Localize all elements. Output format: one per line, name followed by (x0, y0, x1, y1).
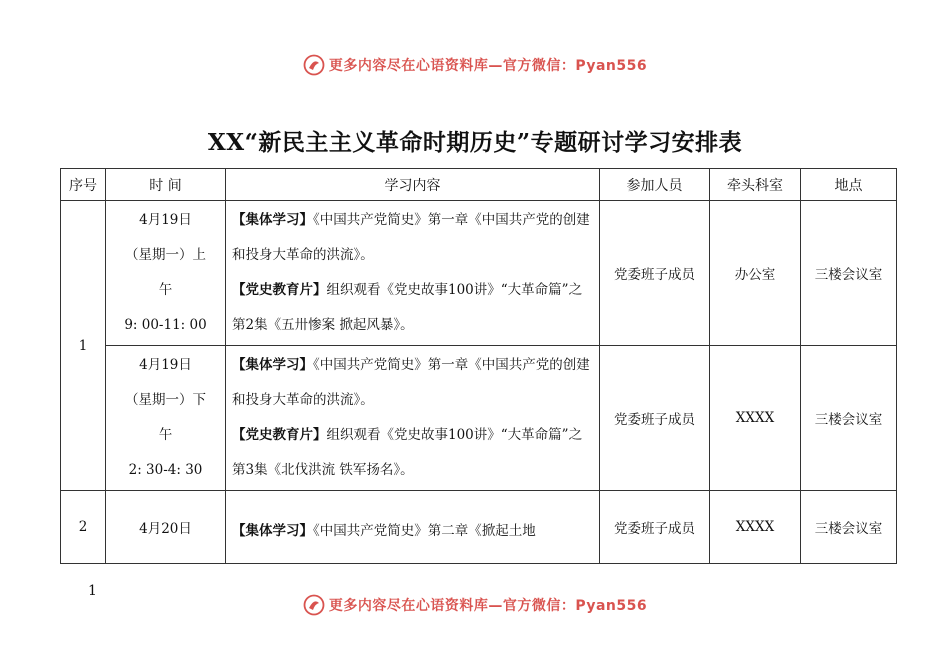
header-time: 时 间 (106, 169, 226, 201)
row-index: 2 (61, 491, 106, 564)
session-period: 午 (158, 282, 173, 298)
content-text: 组织观看《党史故事100讲》“大革命篇”之第3集《北伐洪流 铁军扬名》。 (232, 427, 583, 478)
session-hours: 2: 30-4: 30 (128, 462, 203, 478)
lead-dept: 办公室 (710, 201, 801, 346)
watermark-header (0, 54, 950, 76)
participants: 党委班子成员 (600, 491, 710, 564)
watermark-text: 更多内容尽在心语资料库—官方微信：Pyan556 (328, 598, 648, 614)
location: 三楼会议室 (801, 491, 897, 564)
location: 三楼会议室 (801, 346, 897, 491)
watermark-text: 更多内容尽在心语资料库—官方微信：Pyan556 (328, 58, 648, 74)
table-row (61, 201, 897, 346)
session-content (226, 346, 600, 491)
tag-collective-study: 【集体学习】 (232, 357, 313, 373)
header-dept: 牵头科室 (710, 169, 801, 201)
session-content (226, 491, 600, 564)
content-text: 《中国共产党简史》第一章《中国共产党的创建和投身大革命的洪流》。 (232, 357, 590, 408)
row-index: 1 (61, 201, 106, 491)
tag-collective-study: 【集体学习】 (232, 212, 313, 228)
participants: 党委班子成员 (600, 201, 710, 346)
session-time (106, 346, 226, 491)
tag-education-film: 【党史教育片】 (232, 282, 327, 298)
session-hours: 9: 00-11: 00 (124, 317, 207, 333)
session-weekday: （星期一）下 (125, 392, 206, 408)
session-content (226, 201, 600, 346)
session-time (106, 201, 226, 346)
header-location: 地点 (801, 169, 897, 201)
brand-logo-icon (303, 594, 325, 616)
header-content: 学习内容 (226, 169, 600, 201)
schedule-table (60, 168, 897, 564)
session-date: 4月20日 (106, 491, 226, 564)
table-row (61, 346, 897, 491)
lead-dept: XXXX (710, 346, 801, 491)
lead-dept: XXXX (710, 491, 801, 564)
content-text: 《中国共产党简史》第二章《掀起土地 (313, 523, 536, 539)
page-number: 1 (88, 583, 97, 599)
session-date: 4月19日 (139, 357, 192, 373)
watermark-footer (0, 594, 950, 616)
participants: 党委班子成员 (600, 346, 710, 491)
session-weekday: （星期一）上 (125, 247, 206, 263)
session-period: 午 (158, 427, 173, 443)
brand-logo-icon (303, 54, 325, 76)
header-participants: 参加人员 (600, 169, 710, 201)
table-header-row (61, 169, 897, 201)
location: 三楼会议室 (801, 201, 897, 346)
tag-education-film: 【党史教育片】 (232, 427, 327, 443)
tag-collective-study: 【集体学习】 (232, 523, 313, 539)
table-row (61, 491, 897, 564)
content-text: 《中国共产党简史》第一章《中国共产党的创建和投身大革命的洪流》。 (232, 212, 590, 263)
session-date: 4月19日 (139, 212, 192, 228)
content-text: 组织观看《党史故事100讲》“大革命篇”之第2集《五卅惨案 掀起风暴》。 (232, 282, 583, 333)
header-index: 序号 (61, 169, 106, 201)
document-title: XX“新民主主义革命时期历史”专题研讨学习安排表 (207, 129, 743, 156)
